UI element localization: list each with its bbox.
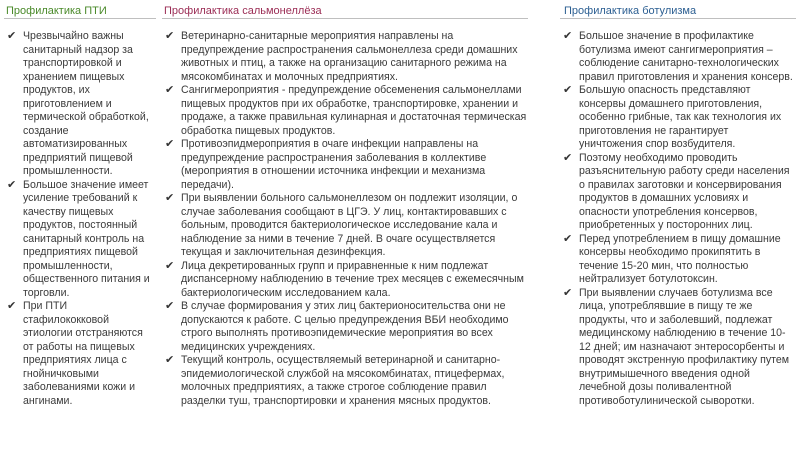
- list-item: [164, 354, 528, 408]
- checkmark-icon: ✔: [165, 138, 175, 150]
- list-item: [562, 152, 794, 233]
- list-item-text: Лица декретированных групп и приравненные к ним подлежат диспансерному наблюдению в течение трех месяцев с ежемесячным бактериологическим исследованием кала.: [181, 259, 524, 299]
- list-item: [164, 192, 528, 260]
- list-item-text: В случае формирования у этих лиц бактерионосительства они не допускаются к работе. С целью предупреждения ВБИ необходимо строго выполнять противоэпидемические мероприятия во всех медицинских учреждениях.: [181, 300, 509, 353]
- list-item: [6, 179, 154, 301]
- checkmark-icon: ✔: [7, 30, 17, 42]
- checkmark-icon: ✔: [165, 30, 175, 42]
- column-divider: [560, 18, 796, 19]
- checkmark-icon: ✔: [165, 300, 175, 312]
- checkmark-icon: ✔: [7, 178, 17, 191]
- column-title-salmonellosis: Профилактика сальмонеллёза: [164, 5, 322, 17]
- checkmark-icon: ✔: [165, 84, 175, 96]
- list-item-text: При выявлении случаев ботулизма все лица, употреблявшие в пищу те же продукты, что и заболевший, подлежат медицинскому наблюдению в течение 10-12 дней; им назначают энтеросорбенты и проводят экстренную профилактику путем внутримышечного введения одной лечебной дозы поливалентной противоботулинической сыворотки.: [579, 286, 790, 407]
- checkmark-icon: ✔: [563, 84, 573, 96]
- list-item: [164, 138, 528, 192]
- botulism-list: [562, 30, 794, 408]
- checkmark-icon: ✔: [563, 232, 573, 245]
- checkmark-icon: ✔: [165, 192, 175, 204]
- column-divider: [162, 18, 528, 19]
- list-item-text: Сангигмероприятия - предупреждение обсеменения сальмонеллами пищевых продуктов при их обработке, транспортировке, хранении и продаже, а также правильная кулинарная и достаточная термическая обработка пищевых продуктов.: [181, 84, 527, 137]
- list-item-text: Большую опасность представляют консервы домашнего приготовления, особенно грибные, так как технология их приготовления не гарантирует уничтожения спор возбудителя.: [579, 84, 782, 150]
- column-divider: [4, 18, 156, 19]
- list-item-text: Перед употреблением в пищу домашние консервы необходимо прокипятить в течение 15-20 мин, что полностью нейтрализует ботулотоксин.: [579, 232, 781, 285]
- column-title-botulism: Профилактика ботулизма: [564, 5, 697, 17]
- list-item-text: Ветеринарно-санитарные мероприятия направлены на предупреждение распространения сальмонеллеза среди домашних животных и птиц, а также на организацию санитарного режима на мясокомбинатах и молочных предприятиях.: [181, 30, 518, 83]
- checkmark-icon: ✔: [563, 30, 573, 42]
- list-item-text: Большое значение в профилактике ботулизма имеют сангигмероприятия – соблюдение санитарно-технологических правил приготовления и хранения консерв.: [579, 30, 793, 83]
- checkmark-icon: ✔: [7, 300, 17, 312]
- column-title-pti: Профилактика ПТИ: [6, 5, 107, 17]
- list-item-text: Большое значение имеет усиление требований к качеству пищевых продуктов, постоянный санитарный контроль на предприятиях пищевой промышленности, общественного питания и торговли.: [23, 178, 150, 299]
- list-item: [164, 30, 528, 84]
- checkmark-icon: ✔: [165, 354, 175, 366]
- list-item: [164, 84, 528, 138]
- list-item: [562, 233, 794, 287]
- pti-list: [6, 30, 154, 408]
- list-item: [6, 300, 154, 408]
- list-item: [164, 300, 528, 354]
- list-item: [6, 30, 154, 179]
- list-item-text: Чрезвычайно важны санитарный надзор за транспортировкой и хранением пищевых продуктов, их приготовлением и термической обработкой, создание автоматизированных предприятий пищевой промышленности.: [23, 30, 149, 177]
- list-item-text: Поэтому необходимо проводить разъяснительную работу среди населения о правилах заготовки и консервирования продуктов в домашних условиях и опасности употребления консервов, приобретенных у посторонних лиц.: [579, 151, 790, 231]
- salmonellosis-list: [164, 30, 528, 408]
- checkmark-icon: ✔: [563, 151, 573, 164]
- list-item: [562, 84, 794, 152]
- checkmark-icon: ✔: [563, 286, 573, 299]
- list-item: [164, 260, 528, 301]
- list-item-text: Противоэпидмероприятия в очаге инфекции направлены на предупреждение распространения заболевания в коллективе (мероприятия в отношении источника инфекции и механизма передачи).: [181, 138, 487, 191]
- list-item: [562, 30, 794, 84]
- list-item-text: Текущий контроль, осуществляемый ветеринарной и санитарно-эпидемиологической службой на мясокомбинатах, птицефермах, молочных предприятиях, а также строгое соблюдение правил разделки туш, транспортировки и хранения мясных продуктов.: [181, 354, 505, 407]
- list-item-text: При ПТИ стафилококковой этиологии отстраняются от работы на пищевых предприятиях лица с гнойничковыми заболеваниями кожи и ангинами.: [23, 300, 143, 407]
- list-item-text: При выявлении больного сальмонеллезом он подлежит изоляции, о случае заболевания сообщают в ЦГЭ. У лиц, контактировавших с больным, проводится бактериологическое исследование кала и наблюдение за ними в течение 7 дней. В очаге осуществляется текущая и заключительная дезинфекция.: [181, 192, 518, 258]
- list-item: [562, 287, 794, 409]
- checkmark-icon: ✔: [165, 259, 175, 272]
